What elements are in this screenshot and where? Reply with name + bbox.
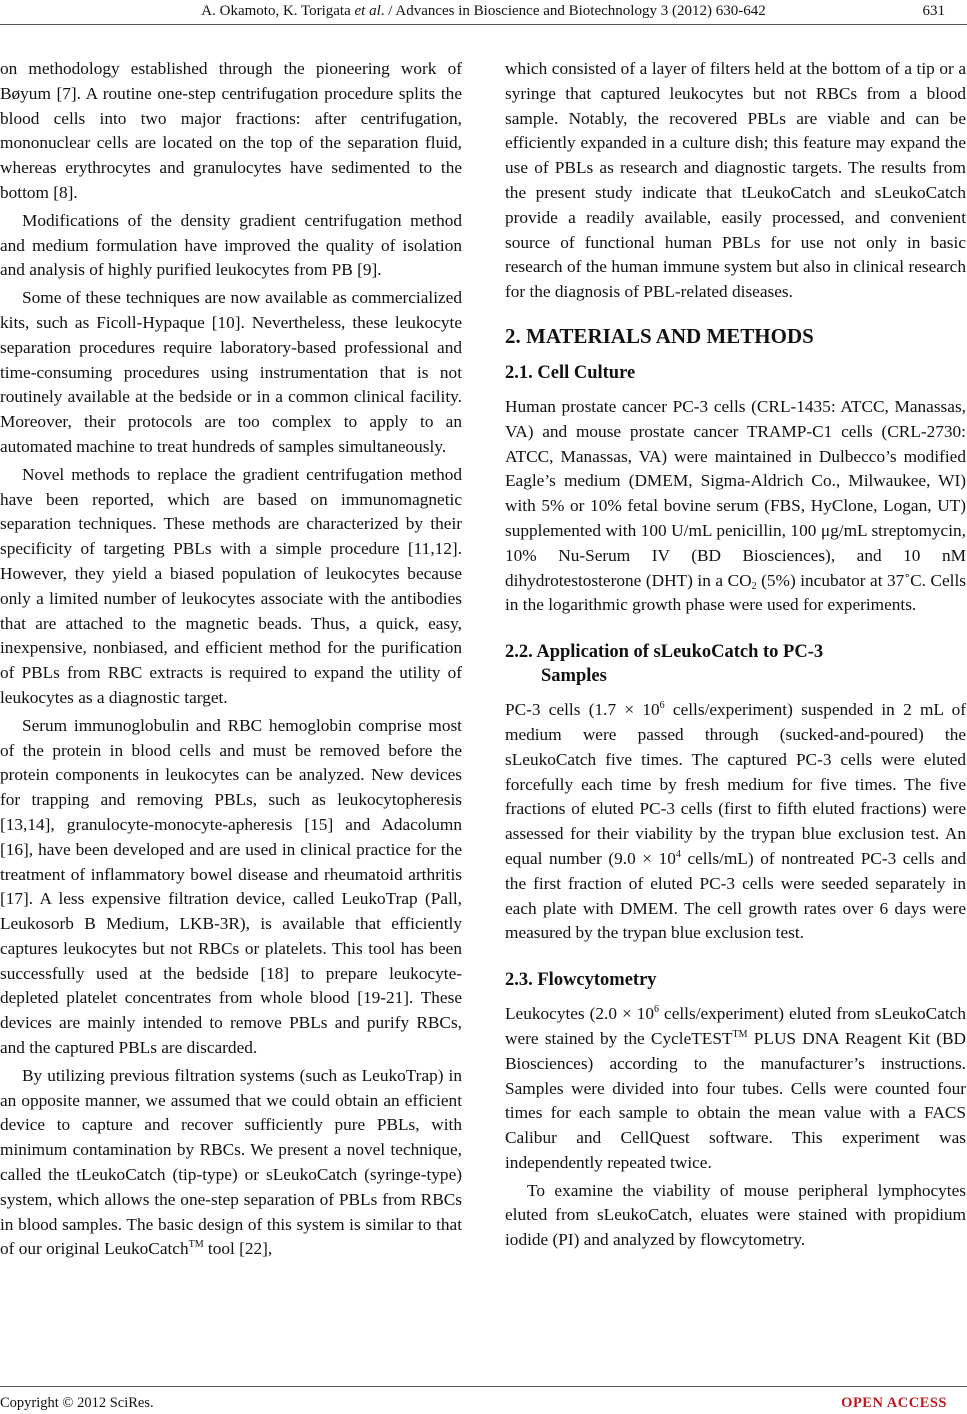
paragraph: Novel methods to replace the gradient centrifugation method have been reported, which are based on immunomagnetic separation techniques. These methods are characterized by their specificity of targeting PBLs with a simple procedure [11,12]. However, they yield a biased population of leukocytes because only a limited number of leukocytes associate with the antibodies that are attached to the magnetic beads. Thus, a quick, easy, inexpensive, nonbiased, and efficient method for the purification of PBLs from RBC extracts is required to expand the utility of leukocytes as a diagnostic target. — [0, 464, 462, 707]
page-header — [0, 0, 967, 22]
right-column — [505, 57, 966, 1253]
heading-line: 2.2. Application of sLeukoCatch to PC-3 — [505, 642, 824, 663]
header-divider — [0, 24, 967, 25]
text-run: By utilizing previous filtration systems (such as LeukoTrap) in an opposite manner, we assumed that we could obtain an efficient device to capture and recover sufficiently pure PBLs, with minimum contamination by RBCs. We present a novel technique, called the tLeukoCatch (tip-type) or sLeukoCatch (syringe-type) system, which allows the one-step separation of PBLs from RBCs in blood samples. The basic design of this system is similar to that of our original LeukoCatch — [0, 1065, 462, 1259]
trademark-superscript: TM — [732, 1028, 748, 1040]
copyright-notice: Copyright © 2012 SciRes. — [0, 1395, 154, 1411]
page-footer — [0, 1386, 967, 1414]
paragraph: which consisted of a layer of filters held at the bottom of a tip or a syringe that captured leukocytes but not RBCs from a blood sample. Notably, the recovered PBLs are viable and can be efficiently expanded in a culture dish; this feature may expand the use of PBLs as research and diagnostic targets. The results from the present study indicate that tLeukoCatch and sLeukoCatch provide a readily available, easily processed, and convenient source of functional human PBLs for use not only in basic research of the human immune system but also in clinical research for the diagnosis of PBL-related diseases. — [505, 59, 966, 302]
paragraph: Some of these techniques are now available as commercialized kits, such as Ficoll-Hypaque [10]. Nevertheless, these leukocyte separation procedures require laboratory-based professional and time-consuming procedures using instrumentation that is not routinely available at the bedside or in a common clinical facility. Moreover, their protocols are too complex to apply to an automated machine to treat hundreds of samples simultaneously. — [0, 288, 462, 456]
paragraph — [505, 1002, 966, 1176]
left-column — [0, 57, 462, 1262]
open-access-label: OPEN ACCESS — [841, 1395, 947, 1411]
section-heading: 2. MATERIALS AND METHODS — [505, 323, 814, 348]
footer-divider — [0, 1386, 967, 1387]
text-run: cells/experiment) suspended in 2 mL of medium were passed through (sucked-and-poured) the sLeukoCatch five times. The captured PC-3 cells were eluted forcefully each time by fresh medium for five times. The five fractions of eluted PC-3 cells (first to fifth eluted fractions) were assessed for their viability by the trypan blue exclusion test. An equal number (9.0 × 10 — [505, 700, 966, 868]
paragraph — [0, 1064, 462, 1262]
page-number: 631 — [922, 3, 945, 19]
heading-line: Samples — [541, 666, 607, 687]
running-title-journal: . / Advances in Bioscience and Biotechnology 3 (2012) 630-642 — [380, 3, 766, 19]
subsection-heading: 2.3. Flowcytometry — [505, 970, 657, 991]
running-title-etal: et al — [354, 3, 381, 19]
paragraph: To examine the viability of mouse peripheral lymphocytes eluted from sLeukoCatch, eluates were stained with propidium iodide (PI) and analyzed by flowcytometry. — [505, 1180, 966, 1250]
text-run: cells/experiment) eluted from sLeukoCatch were stained by the CycleTEST — [505, 1004, 966, 1048]
superscript: 6 — [659, 700, 665, 712]
trademark-superscript: TM — [188, 1239, 204, 1251]
paragraph: Serum immunoglobulin and RBC hemoglobin comprise most of the protein in blood cells and must be removed before the protein components in leukocytes can be analyzed. New devices for trapping and removing PBLs, such as leukocytopheresis [13,14], granulocyte-monocyte-apheresis [15] and Adacolumn [16], have been developed and are used in clinical practice for the treatment of inflammatory bowel disease and rheumatoid arthritis [17]. A less expensive filtration device, called LeukoTrap (Pall, Leukosorb B Medium, LKB-3R), is available that efficiently captures leukocytes but not RBCs or platelets. This tool has been successfully used at the bedside [18] to prepare leukocyte-depleted platelet concentrates from whole blood [19-21]. These devices are mainly intended to remove PBLs and purify RBCs, and the captured PBLs are discarded. — [0, 715, 462, 1058]
superscript: 4 — [675, 848, 681, 860]
subsection-heading: 2.1. Cell Culture — [505, 362, 636, 383]
subsection-heading — [505, 640, 966, 688]
text-run: cells/mL) of nontreated PC-3 cells and the first fraction of eluted PC-3 cells were seeded separately in each plate with DMEM. The cell growth rates over 6 days were measured by the trypan blue exclusion test. — [505, 848, 966, 943]
running-title-authors: A. Okamoto, K. Torigata — [201, 3, 355, 19]
subscript: 2 — [751, 580, 757, 592]
paragraph: Modifications of the density gradient centrifugation method and medium formulation have improved the quality of isolation and analysis of highly purified leukocytes from PB [9]. — [0, 210, 462, 280]
text-run: PLUS DNA Reagent Kit (BD Biosciences) according to the manufacturer’s instructions. Samples were divided into four tubes. Cells were counted four times for each sample to obtain the mean value with a FACS Calibur and CellQuest software. This experiment was independently repeated twice. — [505, 1028, 967, 1172]
superscript: 6 — [654, 1004, 660, 1016]
running-title — [0, 3, 967, 20]
text-run: (5%) incubator at 37˚C. Cells in the logarithmic growth phase were used for experiments. — [505, 570, 966, 615]
paragraph — [505, 698, 966, 946]
text-run: Human prostate cancer PC-3 cells (CRL-1435: ATCC, Manassas, VA) and mouse prostate cancer TRAMP-C1 cells (CRL-2730: ATCC, Manassas, VA) were maintained in Dulbecco’s modified Eagle’s medium (DMEM, Sigma-Aldrich Co., Milwaukee, WI) with 5% or 10% fetal bovine serum (FBS, HyClone, Logan, UT) supplemented with 100 U/mL penicillin, 100 μg/mL streptomycin, 10% Nu-Serum IV (BD Biosciences), and 10 nM dihydrotestosterone (DHT) in a CO — [505, 396, 966, 590]
text-run: Leukocytes (2.0 × 10 — [505, 1004, 655, 1024]
paragraph: on methodology established through the pioneering work of Bøyum [7]. A routine one-step centrifugation procedure splits the blood cells into two major fractions: after centrifugation, mononuclear cells are located on the top of the separation fluid, whereas erythrocytes and granulocytes have sedimented to the bottom [8]. — [0, 59, 462, 202]
paragraph — [505, 395, 966, 618]
text-run: PC-3 cells (1.7 × 10 — [505, 700, 660, 720]
text-run: tool [22], — [203, 1239, 273, 1259]
